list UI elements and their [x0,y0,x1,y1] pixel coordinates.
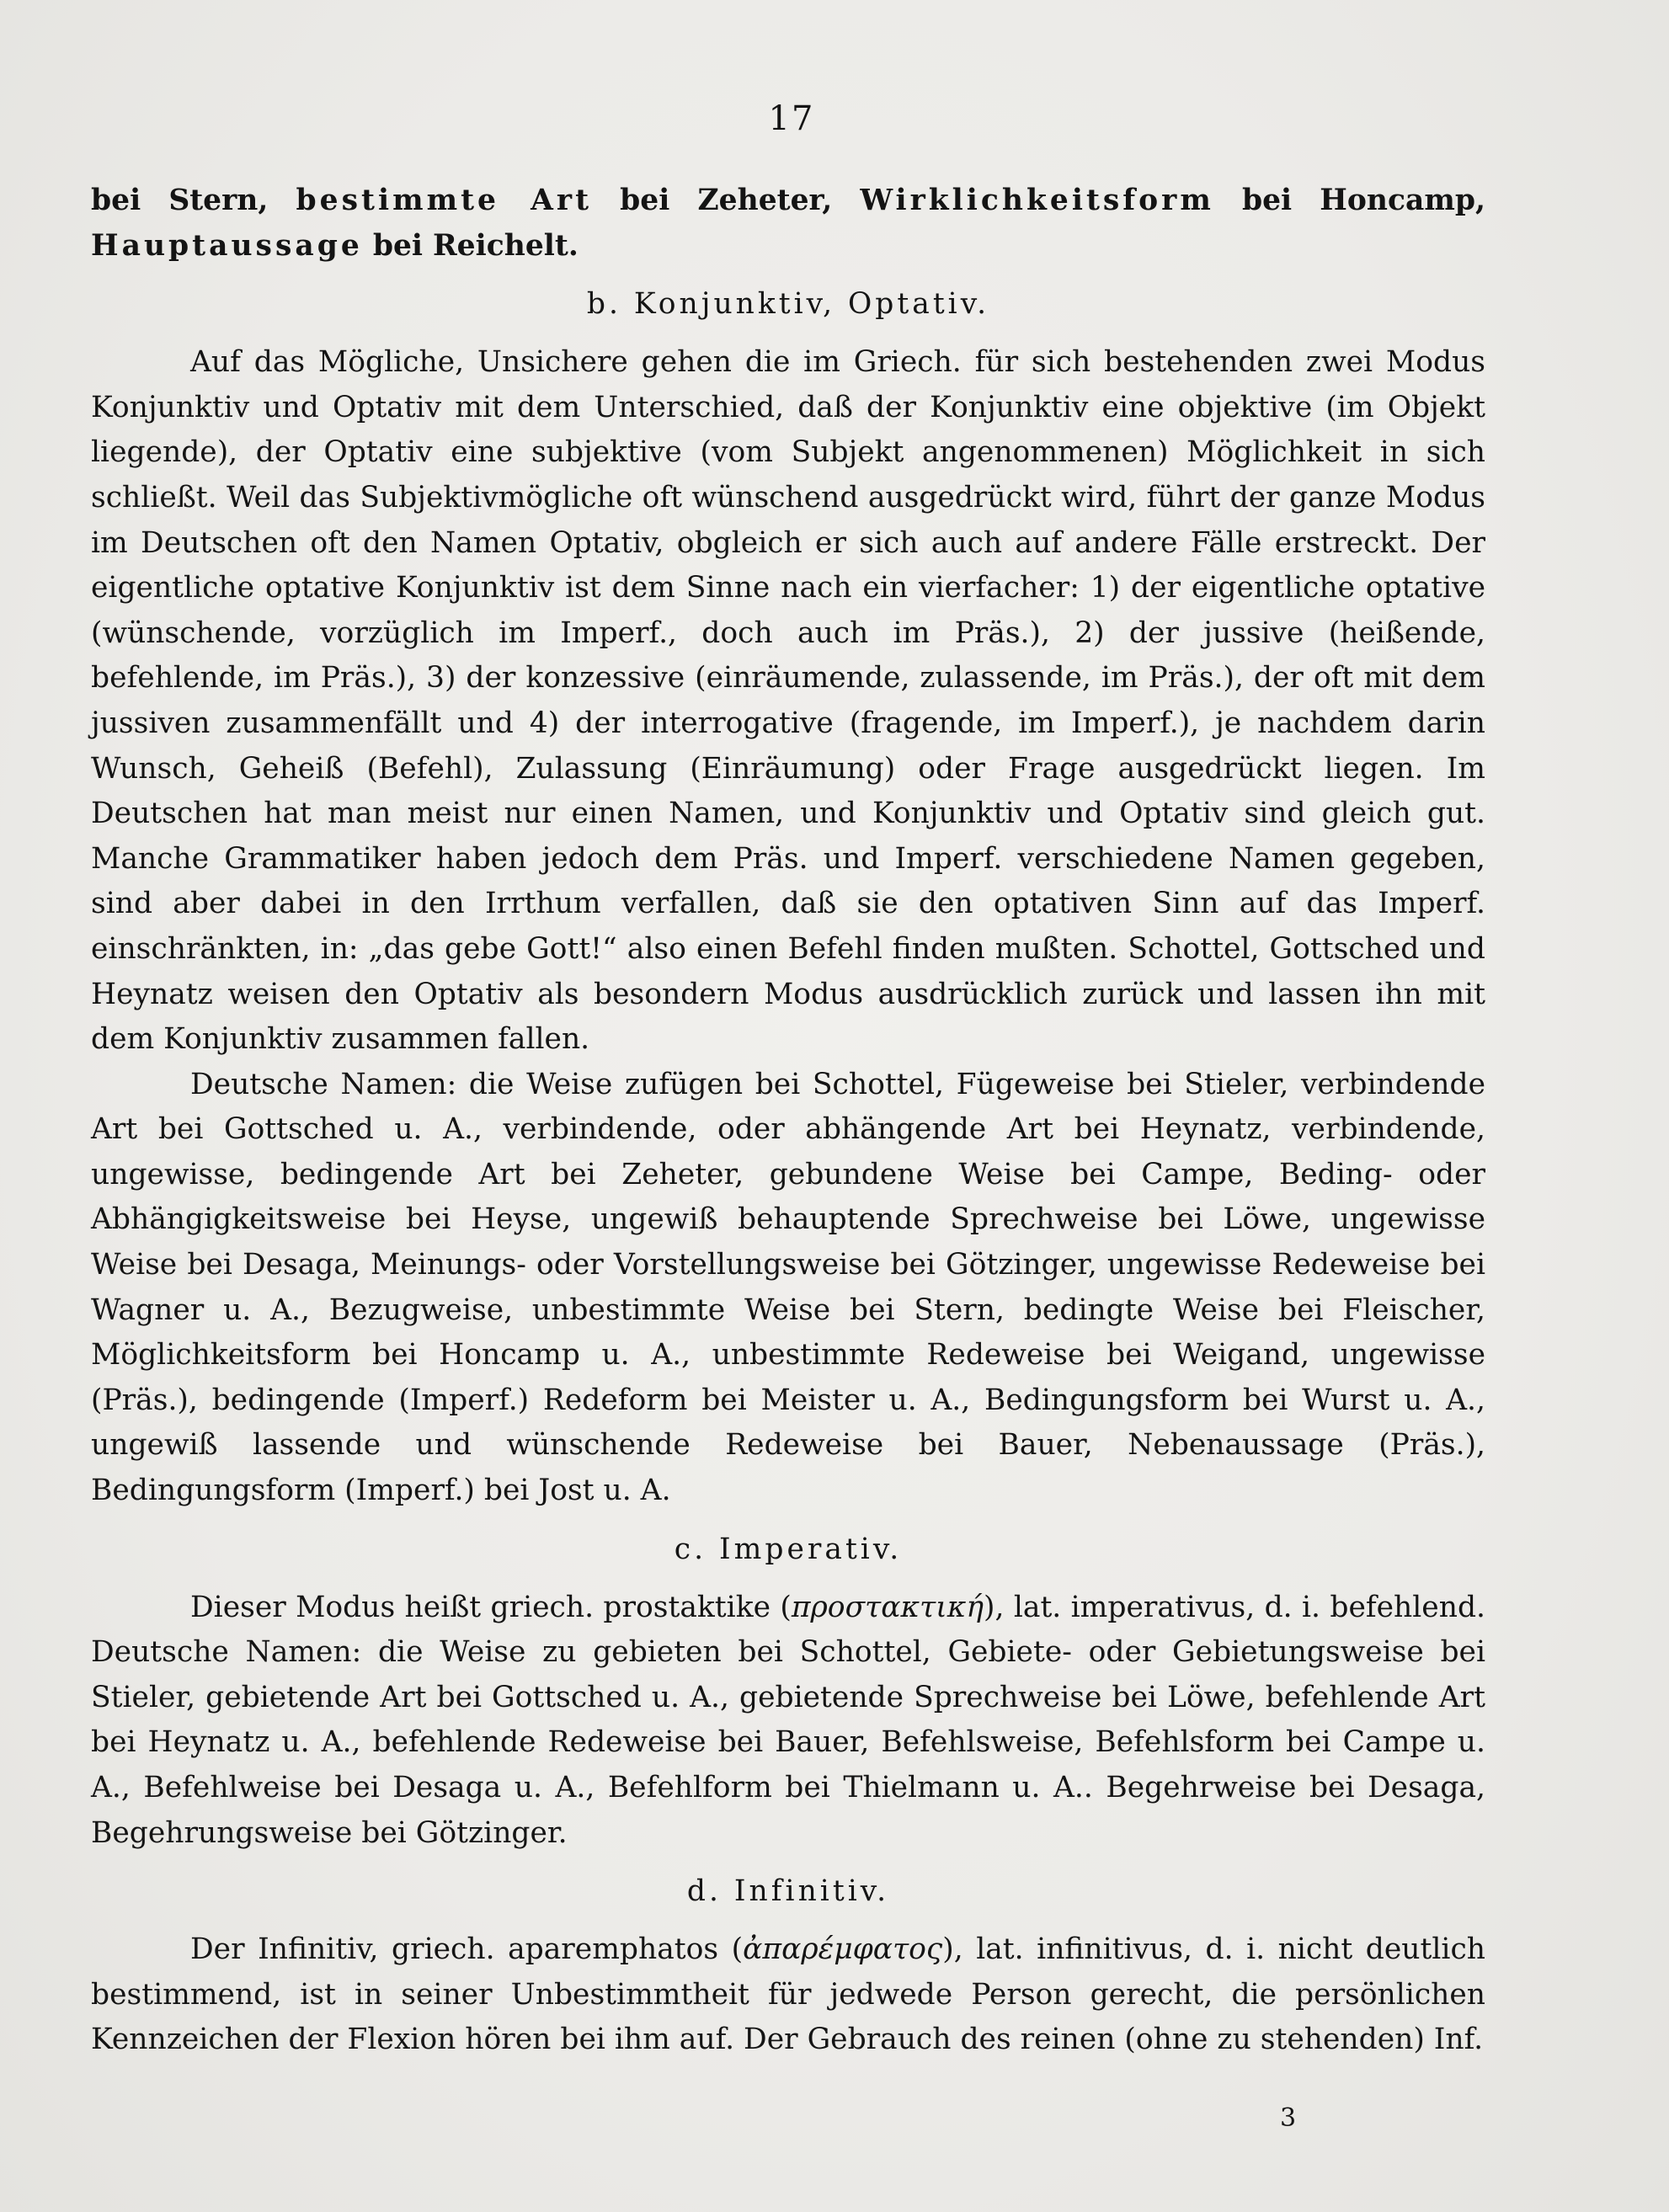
section-c-text-2: ), lat. imperativus, d. i. befehlend. Deutsche Namen: die Weise zu gebieten bei Schottel, Gebiete- oder Gebietungsweise bei Stieler, gebietende Art bei Gottsched u. A., gebietende Sprechweise bei Löwe, befehlende Art bei Heynatz u. A., befehlende Redeweise bei Bauer, Befehlsweise, Befehlsform bei Campe u. A., Befehlweise bei Desaga u. A., Befehlform bei Thielmann u. A.. Begehrweise bei Desaga, Begehrungsweise bei Götzinger. [91,1590,1485,1850]
intro-term-1: bestimmte Art [296,184,593,217]
section-d-text-2: ), lat. infinitivus, d. i. nicht deutlich bestimmend, ist in seiner Unbestimmtheit für jedwede Person gerecht, die persönlichen Kennzeichen der Flexion hören bei ihm auf. Der Gebrauch des reinen (ohne zu stehenden) Inf. [91,1932,1485,2057]
intro-term-3: Hauptaussage [91,228,363,263]
section-c-paragraph [91,1586,1485,1857]
section-d-greek: ἀπαρέμφατος [743,1932,943,1967]
intro-text-1: bei Stern, [91,184,296,217]
page-number: 17 [768,99,815,138]
intro-term-2: Wirklichkeitsform [860,184,1214,217]
body-text [91,179,1485,2063]
section-b-paragraph-1: Auf das Mögliche, Unsichere gehen die im Griech. für sich bestehenden zwei Modus Konjunktiv und Optativ mit dem Unterschied, daß der Konjunktiv eine objektive (im Objekt liegende), der Optativ eine subjektive (vom Subjekt angenommenen) Möglichkeit in sich schließt. Weil das Subjektivmögliche oft wünschend ausgedrückt wird, führt der ganze Modus im Deutschen oft den Namen Optativ, obgleich er sich auch auf andere Fälle erstreckt. Der eigentliche optative Konjunktiv ist dem Sinne nach ein vierfacher: 1) der eigentliche optative (wünschende, vorzüglich im Imperf., doch auch im Präs.), 2) der jussive (heißende, befehlende, im Präs.), 3) der konzessive (einräumende, zulassende, im Präs.), der oft mit dem jussiven zusammenfällt und 4) der interrogative (fragende, im Imperf.), je nachdem darin Wunsch, Geheiß (Befehl), Zulassung (Einräumung) oder Frage ausgedrückt liegen. Im Deutschen hat man meist nur einen Namen, und Konjunktiv und Optativ sind gleich gut. Manche Grammatiker haben jedoch dem Präs. und Imperf. verschiedene Namen gegeben, sind aber dabei in den Irrthum verfallen, daß sie den optativen Sinn auf das Imperf. einschränkten, in: „das gebe Gott!“ also einen Befehl finden mußten. Schottel, Gottsched und Heynatz weisen den Optativ als besondern Modus ausdrücklich zurück und lassen ihn mit dem Konjunktiv zusammen fallen. [91,345,1485,1057]
intro-text-2: bei Zeheter, [592,184,861,217]
section-c-heading: c. Imperativ. [674,1532,903,1566]
section-d-paragraph [91,1927,1485,2063]
signature-mark: 3 [1280,2103,1297,2133]
section-c-greek: προστακτική [791,1590,984,1624]
section-b-heading: b. Konjunktiv, Optativ. [586,287,990,322]
section-d-heading: d. Infinitiv. [686,1874,890,1909]
section-c-text-1: Dieser Modus heißt griech. prostaktike ( [190,1590,792,1624]
intro-text-4: bei Reichelt. [362,228,579,263]
section-d-text-1: Der Infinitiv, griech. aparemphatos ( [190,1932,744,1967]
section-b-paragraph-2: Deutsche Namen: die Weise zufügen bei Schottel, Fügeweise bei Stieler, verbindende Art bei Gottsched u. A., verbindende, oder abhängende Art bei Heynatz, verbindende, ungewisse, bedingende Art bei Zeheter, gebundene Weise bei Campe, Beding- oder Abhängigkeitsweise bei Heyse, ungewiß behauptende Sprechweise bei Löwe, ungewisse Weise bei Desaga, Meinungs- oder Vorstellungsweise bei Götzinger, ungewisse Redeweise bei Wagner u. A., Bezugweise, unbestimmte Weise bei Stern, bedingte Weise bei Fleischer, Möglichkeitsform bei Honcamp u. A., unbestimmte Redeweise bei Weigand, ungewisse (Präs.), bedingende (Imperf.) Redeform bei Meister u. A., Bedingungsform bei Wurst u. A., ungewiß lassende und wünschende Redeweise bei Bauer, Nebenaussage (Präs.), Bedingungsform (Imperf.) bei Jost u. A. [91,1067,1485,1508]
intro-paragraph [91,179,1485,269]
intro-text-3: bei Honcamp, [1213,184,1485,217]
